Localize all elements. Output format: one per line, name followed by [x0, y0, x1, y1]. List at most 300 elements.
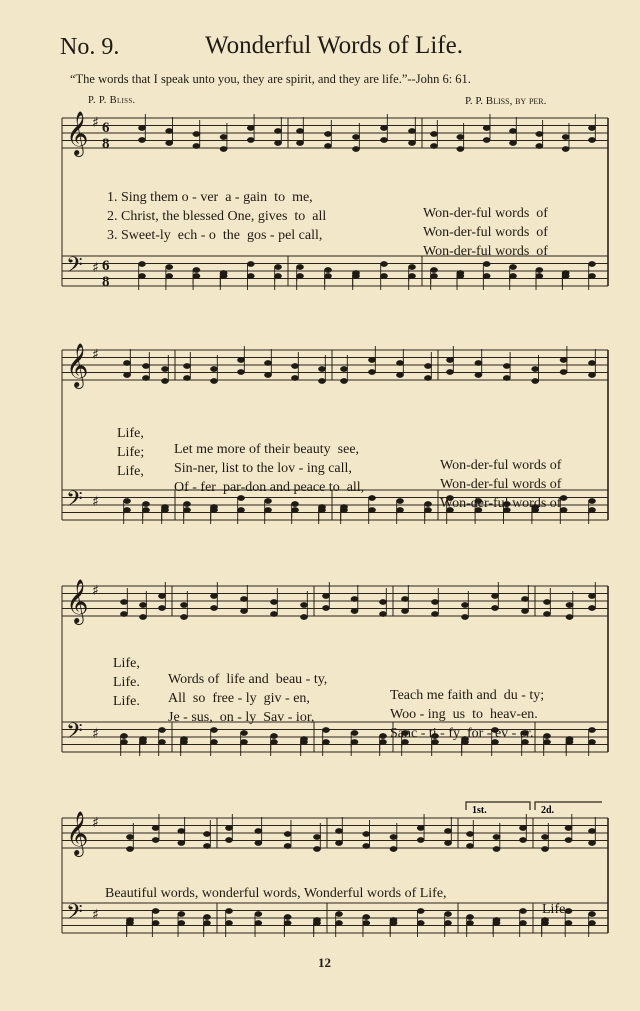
- note-head: [240, 596, 247, 601]
- note-head: [352, 273, 359, 278]
- note-head: [240, 608, 247, 613]
- key-sharp-icon: ♯: [92, 583, 99, 599]
- note-head: [193, 131, 200, 136]
- note-head: [225, 825, 232, 830]
- note-head: [401, 596, 408, 601]
- note-head: [444, 920, 451, 925]
- note-head: [430, 267, 437, 272]
- note-head: [408, 264, 415, 269]
- note-head: [368, 369, 375, 374]
- note-head: [335, 840, 342, 845]
- note-head: [313, 920, 320, 925]
- note-head: [483, 137, 490, 142]
- bass-clef-icon: 𝄢: [66, 487, 83, 517]
- note-head: [493, 834, 500, 839]
- note-head: [588, 605, 595, 610]
- bass-clef-icon: 𝄢: [66, 900, 83, 930]
- note-head: [138, 125, 145, 130]
- note-head: [158, 593, 165, 598]
- note-head: [274, 128, 281, 133]
- note-head: [142, 501, 149, 506]
- key-sharp-icon: ♯: [92, 347, 99, 363]
- lyric-verse-1-line-3: Life, Words of life and beau - ty, Teach me faith and du - ty;: [113, 656, 545, 703]
- note-head: [379, 599, 386, 604]
- key-sharp-icon: ♯: [92, 907, 99, 923]
- note-head: [466, 920, 473, 925]
- note-head: [139, 602, 146, 607]
- note-head: [274, 273, 281, 278]
- note-head: [178, 911, 185, 916]
- note-head: [417, 837, 424, 842]
- note-head: [536, 273, 543, 278]
- note-head: [225, 920, 232, 925]
- note-head: [368, 507, 375, 512]
- note-head: [424, 363, 431, 368]
- lyric-verse-2-line-3: Life. All so free - ly giv - en, Woo - ing us to heav-en.: [113, 675, 538, 722]
- note-head: [324, 143, 331, 148]
- note-head: [142, 363, 149, 368]
- note-head: [126, 834, 133, 839]
- note-head: [120, 611, 127, 616]
- note-head: [541, 920, 548, 925]
- note-head: [493, 920, 500, 925]
- note-head: [324, 273, 331, 278]
- note-head: [255, 911, 262, 916]
- note-head: [457, 146, 464, 151]
- note-head: [588, 840, 595, 845]
- note-head: [457, 134, 464, 139]
- note-head: [142, 375, 149, 380]
- lyric-verse-2-line-2: Life; Sin-ner, list to the lov - ing call, Won-der-ful words of: [117, 445, 562, 492]
- note-head: [444, 840, 451, 845]
- note-head: [408, 273, 415, 278]
- note-head: [588, 372, 595, 377]
- note-head: [322, 593, 329, 598]
- lyric-verse-3-line-1: 3. Sweet-ly ech - o the gos - pel call, Won-der-ful words of: [107, 228, 548, 259]
- note-head: [466, 843, 473, 848]
- note-head: [318, 378, 325, 383]
- note-head: [313, 834, 320, 839]
- note-head: [351, 596, 358, 601]
- note-head: [363, 914, 370, 919]
- note-head: [588, 137, 595, 142]
- note-head: [203, 920, 210, 925]
- note-head: [183, 363, 190, 368]
- note-head: [335, 911, 342, 916]
- note-head: [203, 843, 210, 848]
- note-head: [483, 125, 490, 130]
- note-head: [461, 614, 468, 619]
- note-head: [166, 264, 173, 269]
- note-head: [274, 264, 281, 269]
- time-signature-top: 6: [102, 258, 110, 274]
- note-head: [322, 727, 329, 732]
- note-head: [120, 599, 127, 604]
- note-head: [158, 605, 165, 610]
- lyric-verse-2-line-1: 2. Christ, the blessed One, gives to all Won-der-ful words of: [107, 209, 548, 240]
- key-sharp-icon: ♯: [92, 815, 99, 831]
- note-head: [247, 125, 254, 130]
- note-head: [519, 908, 526, 913]
- note-head: [351, 608, 358, 613]
- page-number: 12: [318, 955, 331, 970]
- note-head: [126, 920, 133, 925]
- composer-credit: P. P. Bliss.: [88, 95, 136, 106]
- note-head: [491, 593, 498, 598]
- note-head: [220, 273, 227, 278]
- note-head: [566, 614, 573, 619]
- note-head: [424, 507, 431, 512]
- bass-clef-icon: 𝄢: [66, 253, 83, 283]
- note-head: [536, 267, 543, 272]
- note-head: [183, 375, 190, 380]
- note-head: [291, 363, 298, 368]
- note-head: [503, 375, 510, 380]
- note-head: [417, 920, 424, 925]
- note-head: [203, 831, 210, 836]
- note-head: [588, 911, 595, 916]
- lyric-verse-1-line-1: 1. Sing them o - ver a - gain to me, Won-der-ful words of: [107, 190, 548, 221]
- note-head: [466, 914, 473, 919]
- note-head: [390, 846, 397, 851]
- note-head: [158, 727, 165, 732]
- note-head: [220, 146, 227, 151]
- note-head: [363, 843, 370, 848]
- note-head: [247, 261, 254, 266]
- note-head: [210, 507, 217, 512]
- bass-clef-icon: 𝄢: [66, 719, 83, 749]
- lyric-verse-3-line-2: Life, Of - fer par-don and peace to all, Won-der-ful words of: [117, 464, 562, 511]
- note-head: [138, 137, 145, 142]
- note-head: [139, 614, 146, 619]
- note-head: [296, 128, 303, 133]
- note-head: [565, 825, 572, 830]
- note-head: [588, 828, 595, 833]
- key-sharp-icon: ♯: [92, 115, 99, 131]
- note-head: [417, 825, 424, 830]
- note-head: [521, 608, 528, 613]
- note-head: [446, 357, 453, 362]
- note-head: [291, 375, 298, 380]
- note-head: [475, 372, 482, 377]
- note-head: [588, 739, 595, 744]
- note-head: [491, 605, 498, 610]
- key-sharp-icon: ♯: [92, 260, 99, 276]
- note-head: [430, 273, 437, 278]
- note-head: [562, 134, 569, 139]
- note-head: [210, 739, 217, 744]
- note-head: [396, 507, 403, 512]
- note-head: [138, 273, 145, 278]
- note-head: [158, 739, 165, 744]
- note-head: [532, 366, 539, 371]
- note-head: [503, 363, 510, 368]
- note-head: [240, 730, 247, 735]
- note-head: [274, 140, 281, 145]
- note-head: [588, 273, 595, 278]
- note-head: [493, 846, 500, 851]
- note-head: [152, 920, 159, 925]
- note-head: [296, 273, 303, 278]
- note-head: [264, 498, 271, 503]
- note-head: [247, 273, 254, 278]
- note-head: [431, 611, 438, 616]
- note-head: [521, 596, 528, 601]
- note-head: [220, 134, 227, 139]
- note-head: [390, 834, 397, 839]
- note-head: [237, 357, 244, 362]
- note-head: [466, 831, 473, 836]
- note-head: [210, 378, 217, 383]
- note-head: [193, 143, 200, 148]
- note-head: [178, 920, 185, 925]
- note-head: [543, 739, 550, 744]
- note-head: [180, 602, 187, 607]
- note-head: [255, 920, 262, 925]
- note-head: [152, 908, 159, 913]
- note-head: [335, 920, 342, 925]
- note-head: [178, 828, 185, 833]
- note-head: [565, 920, 572, 925]
- note-head: [161, 378, 168, 383]
- note-head: [368, 357, 375, 362]
- note-head: [351, 739, 358, 744]
- note-head: [318, 507, 325, 512]
- note-head: [588, 360, 595, 365]
- note-head: [123, 360, 130, 365]
- note-head: [543, 599, 550, 604]
- note-head: [270, 599, 277, 604]
- second-ending-label: 2d.: [541, 805, 555, 816]
- scripture-epigraph: “The words that I speak unto you, they are spirit, and they are life.”--John 6: 61.: [70, 72, 471, 86]
- treble-clef-icon: 𝄞: [66, 111, 89, 155]
- note-head: [562, 146, 569, 151]
- note-head: [588, 920, 595, 925]
- note-head: [210, 366, 217, 371]
- note-head: [161, 366, 168, 371]
- note-head: [180, 739, 187, 744]
- note-head: [519, 837, 526, 842]
- note-head: [291, 501, 298, 506]
- time-signature-bottom: 8: [102, 136, 110, 152]
- note-head: [390, 920, 397, 925]
- note-head: [300, 602, 307, 607]
- note-head: [566, 739, 573, 744]
- note-head: [123, 372, 130, 377]
- note-head: [255, 840, 262, 845]
- note-head: [240, 739, 247, 744]
- note-head: [352, 146, 359, 151]
- note-head: [562, 273, 569, 278]
- note-head: [166, 128, 173, 133]
- note-head: [461, 602, 468, 607]
- note-head: [536, 131, 543, 136]
- note-head: [444, 828, 451, 833]
- note-head: [401, 608, 408, 613]
- note-head: [351, 730, 358, 735]
- note-head: [340, 378, 347, 383]
- note-head: [541, 834, 548, 839]
- note-head: [424, 375, 431, 380]
- note-head: [166, 273, 173, 278]
- treble-clef-icon: 𝄞: [66, 579, 89, 623]
- note-head: [225, 837, 232, 842]
- note-head: [483, 261, 490, 266]
- note-head: [322, 605, 329, 610]
- note-head: [270, 739, 277, 744]
- note-head: [142, 507, 149, 512]
- note-head: [380, 261, 387, 266]
- note-head: [270, 611, 277, 616]
- note-head: [509, 273, 516, 278]
- note-head: [444, 911, 451, 916]
- note-head: [430, 131, 437, 136]
- note-head: [541, 846, 548, 851]
- note-head: [379, 611, 386, 616]
- note-head: [152, 825, 159, 830]
- note-head: [166, 140, 173, 145]
- note-head: [424, 501, 431, 506]
- note-head: [120, 733, 127, 738]
- note-head: [380, 273, 387, 278]
- note-head: [138, 261, 145, 266]
- note-head: [284, 843, 291, 848]
- note-head: [210, 727, 217, 732]
- note-head: [363, 920, 370, 925]
- note-head: [324, 131, 331, 136]
- note-head: [255, 828, 262, 833]
- key-sharp-icon: ♯: [92, 494, 99, 510]
- note-head: [126, 846, 133, 851]
- lyric-verse-1-line-2: Life, Let me more of their beauty see, Won-der-ful words of: [117, 426, 562, 473]
- hymn-title: Wonderful Words of Life.: [205, 32, 463, 59]
- time-signature-top: 6: [102, 120, 110, 136]
- note-head: [322, 739, 329, 744]
- note-head: [284, 914, 291, 919]
- note-head: [588, 498, 595, 503]
- arranger-credit: P. P. Bliss, by per.: [465, 95, 547, 107]
- note-head: [225, 908, 232, 913]
- note-head: [431, 599, 438, 604]
- note-head: [139, 739, 146, 744]
- note-head: [446, 369, 453, 374]
- note-head: [296, 264, 303, 269]
- note-head: [123, 498, 130, 503]
- note-head: [430, 143, 437, 148]
- note-head: [543, 611, 550, 616]
- note-head: [291, 507, 298, 512]
- note-head: [210, 605, 217, 610]
- note-head: [183, 501, 190, 506]
- lyric-refrain: Beautiful words, wonderful words, Wonderful words of Life, Life.: [105, 886, 569, 917]
- note-head: [270, 733, 277, 738]
- note-head: [237, 369, 244, 374]
- lyric-verse-3-line-3: Life. Je - sus, on - ly Sav - ior, Sanc - ti - fy for - ev - er.: [113, 694, 534, 741]
- note-head: [264, 372, 271, 377]
- note-head: [380, 125, 387, 130]
- key-sharp-icon: ♯: [92, 726, 99, 742]
- note-head: [417, 908, 424, 913]
- note-head: [536, 143, 543, 148]
- note-head: [379, 739, 386, 744]
- note-head: [588, 125, 595, 130]
- note-head: [180, 614, 187, 619]
- note-head: [588, 261, 595, 266]
- note-head: [300, 739, 307, 744]
- note-head: [120, 739, 127, 744]
- note-head: [352, 134, 359, 139]
- note-head: [152, 837, 159, 842]
- note-head: [237, 495, 244, 500]
- note-head: [483, 273, 490, 278]
- treble-clef-icon: 𝄞: [66, 811, 89, 855]
- note-head: [532, 378, 539, 383]
- note-head: [368, 495, 375, 500]
- note-head: [543, 733, 550, 738]
- note-head: [380, 137, 387, 142]
- note-head: [123, 507, 130, 512]
- note-head: [340, 366, 347, 371]
- note-head: [475, 360, 482, 365]
- note-head: [396, 498, 403, 503]
- note-head: [247, 137, 254, 142]
- note-head: [335, 828, 342, 833]
- note-head: [363, 831, 370, 836]
- note-head: [340, 507, 347, 512]
- note-head: [565, 837, 572, 842]
- note-head: [519, 825, 526, 830]
- first-ending-label: 1st.: [472, 805, 487, 816]
- note-head: [318, 366, 325, 371]
- note-head: [237, 507, 244, 512]
- note-head: [560, 369, 567, 374]
- note-head: [396, 372, 403, 377]
- note-head: [161, 507, 168, 512]
- note-head: [193, 273, 200, 278]
- note-head: [284, 920, 291, 925]
- note-head: [313, 846, 320, 851]
- note-head: [324, 267, 331, 272]
- note-head: [509, 140, 516, 145]
- note-head: [193, 267, 200, 272]
- note-head: [178, 840, 185, 845]
- note-head: [588, 593, 595, 598]
- note-head: [300, 614, 307, 619]
- note-head: [560, 357, 567, 362]
- note-head: [379, 733, 386, 738]
- note-head: [284, 831, 291, 836]
- treble-clef-icon: 𝄞: [66, 343, 89, 387]
- note-head: [264, 507, 271, 512]
- note-head: [296, 140, 303, 145]
- note-head: [566, 602, 573, 607]
- note-head: [519, 920, 526, 925]
- note-head: [588, 507, 595, 512]
- note-head: [396, 360, 403, 365]
- note-head: [264, 360, 271, 365]
- note-head: [183, 507, 190, 512]
- time-signature-bottom: 8: [102, 274, 110, 290]
- note-head: [509, 264, 516, 269]
- note-head: [210, 593, 217, 598]
- note-head: [408, 140, 415, 145]
- hymn-number: No. 9.: [60, 34, 120, 60]
- note-head: [203, 914, 210, 919]
- note-head: [408, 128, 415, 133]
- note-head: [457, 273, 464, 278]
- note-head: [509, 128, 516, 133]
- note-head: [588, 727, 595, 732]
